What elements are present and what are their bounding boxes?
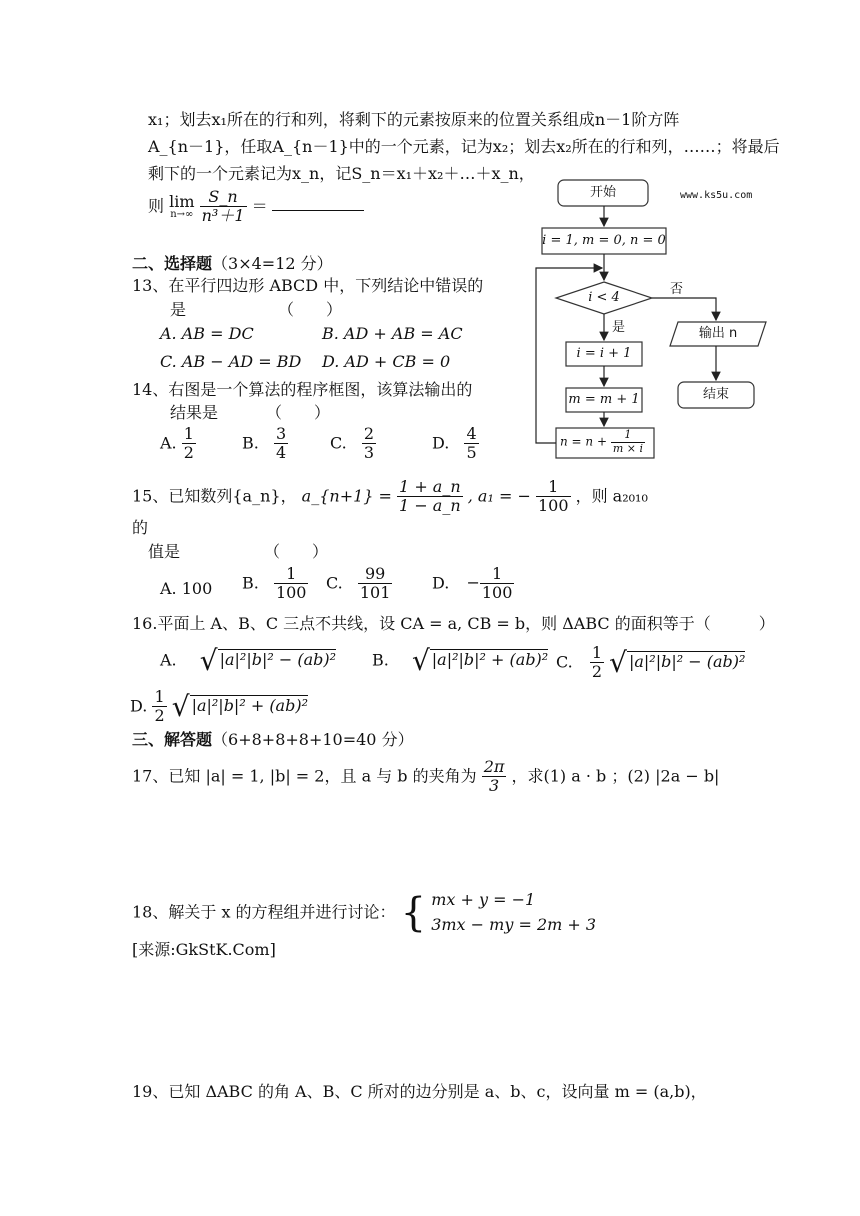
- q17-angle-fraction: $\frac{2\pi}{3}$: [483, 757, 505, 796]
- answer-blank: [272, 196, 364, 211]
- q18-text: 18、解关于 x 的方程组并进行讨论： { mx + y = −1 3mx − my = 2m + 3: [132, 889, 597, 936]
- q18-system: [431, 888, 596, 938]
- q15-de: 的: [132, 518, 149, 537]
- step3-label: n = n + $\frac{1}{m \times i}$: [560, 428, 644, 455]
- init-label: i = 1, m = 0, n = 0: [542, 233, 666, 248]
- q14-option-d: D. $\frac{4}{5}$: [432, 424, 477, 463]
- limit-operator: lim n→∞: [169, 191, 195, 220]
- q15-recurrence-fraction: $\frac{1 + a\_n}{1 - a\_n}$: [399, 477, 461, 516]
- q16-stem: 16.平面上 A、B、C 三点不共线，设 CA = a, CB = b，则 ΔABC 的面积等于（ ）: [132, 614, 775, 633]
- start-label: 开始: [589, 185, 616, 200]
- q14-b-fraction: $\frac{3}{4}$: [275, 424, 287, 463]
- section-3-heading: [132, 730, 414, 749]
- q15-option-b: B. $\frac{1}{100}$: [242, 564, 307, 603]
- section-3-score: （6+8+8+8+10=40 分）: [212, 730, 414, 749]
- q12-line-2: A_{n－1}，任取A_{n－1}中的一个元素，记为x₂；划去x₂所在的行和列，……；将最后: [148, 137, 780, 156]
- section-2-title: 二、选择题: [132, 254, 213, 273]
- no-label: 否: [670, 282, 684, 297]
- q12-line-3: 剩下的一个元素记为x_n，记S_n＝x₁＋x₂＋…＋x_n，: [148, 164, 535, 183]
- q18-equation-2: 3mx − my = 2m + 3: [431, 914, 597, 934]
- q14-c-fraction: $\frac{2}{3}$: [363, 424, 375, 463]
- flowchart-watermark: www.ks5u.com: [680, 190, 753, 201]
- q14-a-fraction: $\frac{1}{2}$: [183, 424, 194, 463]
- q14-stem-2: 结果是 （ ）: [170, 403, 331, 422]
- q13-option-d: D. AD + CB = 0: [322, 352, 451, 371]
- q13-stem-2: 是 （ ）: [170, 300, 343, 319]
- limit-fraction: [200, 188, 247, 226]
- q14-option-b: B. $\frac{3}{4}$: [242, 424, 287, 463]
- q14-option-c: C. $\frac{2}{3}$: [330, 424, 375, 463]
- end-label: 结束: [702, 387, 729, 402]
- q18-equation-1: mx + y = −1: [431, 890, 536, 909]
- q12-line-1: x₁；划去x₁所在的行和列，将剩下的元素按原来的位置关系组成n－1阶方阵: [148, 110, 680, 129]
- q16-option-a: A. √ |a|²|b|² − (ab)²: [160, 644, 337, 677]
- limit-numerator: S_n: [200, 188, 247, 207]
- flowchart-svg: [528, 170, 780, 460]
- q13-stem-1: 13、在平行四边形 ABCD 中，下列结论中错误的: [132, 276, 484, 295]
- yes-label: 是: [612, 320, 626, 335]
- q19-text: 19、已知 ΔABC 的角 A、B、C 所对的边分别是 a、b、c，设向量 m = (a,b)，: [132, 1082, 707, 1101]
- q16-option-b: B. √ |a|²|b|² + (ab)²: [372, 644, 549, 677]
- step2-label: m = m + 1: [568, 392, 640, 407]
- section-2-score: （3×4=12 分）: [212, 254, 333, 273]
- q15-option-a: A. 100: [160, 579, 213, 598]
- limit-equals: ＝: [251, 196, 268, 216]
- q16-option-d: D. $\frac{1}{2}$ √ |a|²|b|² + (ab)²: [130, 687, 308, 726]
- q14-stem-1: 14、右图是一个算法的程序框图，该算法输出的: [132, 380, 473, 399]
- q15-a1-fraction: $\frac{1}{100}$: [537, 477, 569, 516]
- limit-denominator: n³＋1: [201, 206, 245, 226]
- q15-value-line: 值是 （ ）: [148, 542, 329, 561]
- flowchart: [528, 170, 780, 460]
- q18-source: [来源:GkStK.Com]: [132, 940, 276, 959]
- limit-subscript: n→∞: [170, 208, 194, 220]
- q13-paren: （ ）: [278, 300, 343, 319]
- q17-text: 17、已知 |a| = 1, |b| = 2，且 a 与 b 的夹角为 $\frac{2\pi}{3}$ ，求(1) a · b ；(2) |2a − b|: [132, 757, 720, 796]
- q14-paren: （ ）: [266, 403, 331, 422]
- q13-option-a: A. AB = DC: [160, 324, 254, 343]
- output-label: 输出 n: [698, 326, 738, 341]
- step1-label: i = i + 1: [576, 346, 632, 361]
- section-2-heading: [132, 254, 333, 273]
- q14-d-fraction: $\frac{4}{5}$: [466, 424, 477, 463]
- condition-label: i < 4: [588, 290, 620, 305]
- q13-option-c: C. AB − AD = BD: [160, 352, 302, 371]
- section-3-title: 三、解答题: [132, 730, 213, 749]
- q15-option-c: C. $\frac{99}{101}$: [326, 564, 391, 603]
- q13-option-b: B. AD + AB = AC: [322, 324, 463, 343]
- q15-option-d: D. − $\frac{1}{100}$: [432, 564, 513, 603]
- q14-option-a: A. $\frac{1}{2}$: [160, 424, 194, 463]
- q15-paren: （ ）: [264, 542, 329, 561]
- q16-option-c: C. $\frac{1}{2}$ √ |a|²|b|² − (ab)²: [556, 643, 746, 682]
- limit-prefix: 则: [148, 196, 165, 216]
- q12-limit-line: [148, 188, 364, 226]
- q15-stem: 15、已知数列{a_n}， a_{n+1} = $\frac{1 + a\_n}{1 - a\_n}$ , a₁ = − $\frac{1}{100}$ ，则 a₂₀₁₀: [132, 477, 648, 516]
